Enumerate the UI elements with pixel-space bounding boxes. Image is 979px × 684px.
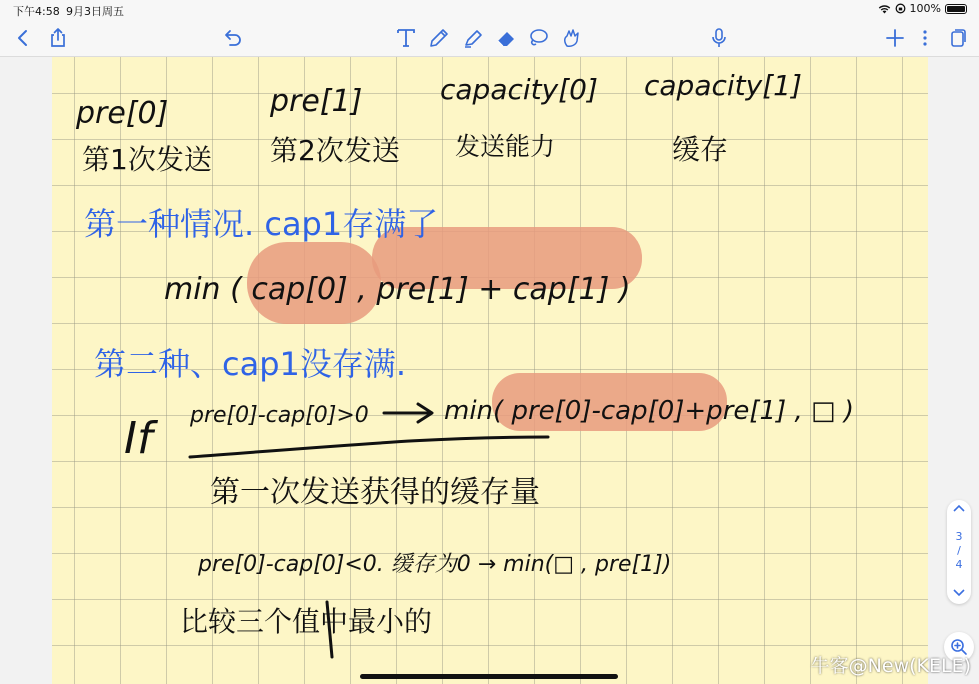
page-number xyxy=(947,530,971,572)
case2-condition: pre[0]-cap[0]>0 xyxy=(190,403,369,428)
highlighter-icon[interactable] xyxy=(460,26,486,50)
page-indicator[interactable] xyxy=(947,500,971,604)
capacity1-label: capacity[1] xyxy=(644,69,802,102)
shape-hand-icon[interactable] xyxy=(559,26,585,50)
lasso-icon[interactable] xyxy=(525,26,551,50)
text-tool-icon[interactable] xyxy=(393,26,419,50)
total-pages: 4 xyxy=(955,558,963,571)
current-page: 3 xyxy=(955,530,963,543)
status-bar xyxy=(0,0,979,20)
battery-percent: 100% xyxy=(909,2,941,15)
page-separator: / xyxy=(957,544,961,557)
page-up-icon[interactable] xyxy=(947,504,971,517)
brace-underline xyxy=(190,437,548,457)
handwriting-canvas xyxy=(52,57,928,684)
capacity0-label: capacity[0] xyxy=(440,73,598,106)
pre0-label: pre[0] xyxy=(76,96,169,131)
second-send-label: 第2次发送 xyxy=(270,134,400,167)
case1-title: 第一种情况. cap1存满了 xyxy=(84,205,439,243)
note-page[interactable] xyxy=(52,57,928,684)
if-label: If xyxy=(124,413,153,464)
more-icon[interactable] xyxy=(912,26,938,50)
share-icon[interactable] xyxy=(45,26,71,50)
add-icon[interactable] xyxy=(882,26,908,50)
pen-tool-icon[interactable] xyxy=(426,26,452,50)
microphone-icon[interactable] xyxy=(706,26,732,50)
watermark: 牛客@New(KELE) xyxy=(810,655,971,677)
lock-rotation-icon xyxy=(895,3,906,14)
send-capacity-label: 发送能力 xyxy=(455,132,556,161)
pages-icon[interactable] xyxy=(944,26,970,50)
status-date: 9月3日周五 xyxy=(66,5,124,18)
conclusion-text: 比较三个值中最小的 xyxy=(180,605,433,638)
case2-note: 第一次发送获得的缓存量 xyxy=(210,475,540,510)
back-chevron-icon[interactable] xyxy=(10,26,36,50)
undo-icon[interactable] xyxy=(219,26,245,50)
case2-title: 第二种、cap1没存满. xyxy=(94,345,407,383)
cache-label: 缓存 xyxy=(672,133,729,166)
status-indicators xyxy=(878,2,967,15)
first-send-label: 第1次发送 xyxy=(82,143,212,176)
implies-arrow xyxy=(384,404,432,422)
status-time: 下午4:58 xyxy=(13,5,60,18)
wifi-icon xyxy=(878,4,891,14)
page-down-icon[interactable] xyxy=(947,587,971,600)
home-indicator xyxy=(360,674,618,679)
case1-formula: min ( cap[0] , pre[1] + cap[1] ) xyxy=(164,272,631,307)
eraser-icon[interactable] xyxy=(493,26,519,50)
pre1-label: pre[1] xyxy=(270,84,363,119)
case2-formula: min( pre[0]-cap[0]+pre[1] , □ ) xyxy=(444,396,854,426)
case3-line: pre[0]-cap[0]<0. 缓存为0 → min(□ , pre[1]) xyxy=(198,552,672,577)
battery-icon xyxy=(945,4,967,14)
toolbar xyxy=(0,20,979,57)
